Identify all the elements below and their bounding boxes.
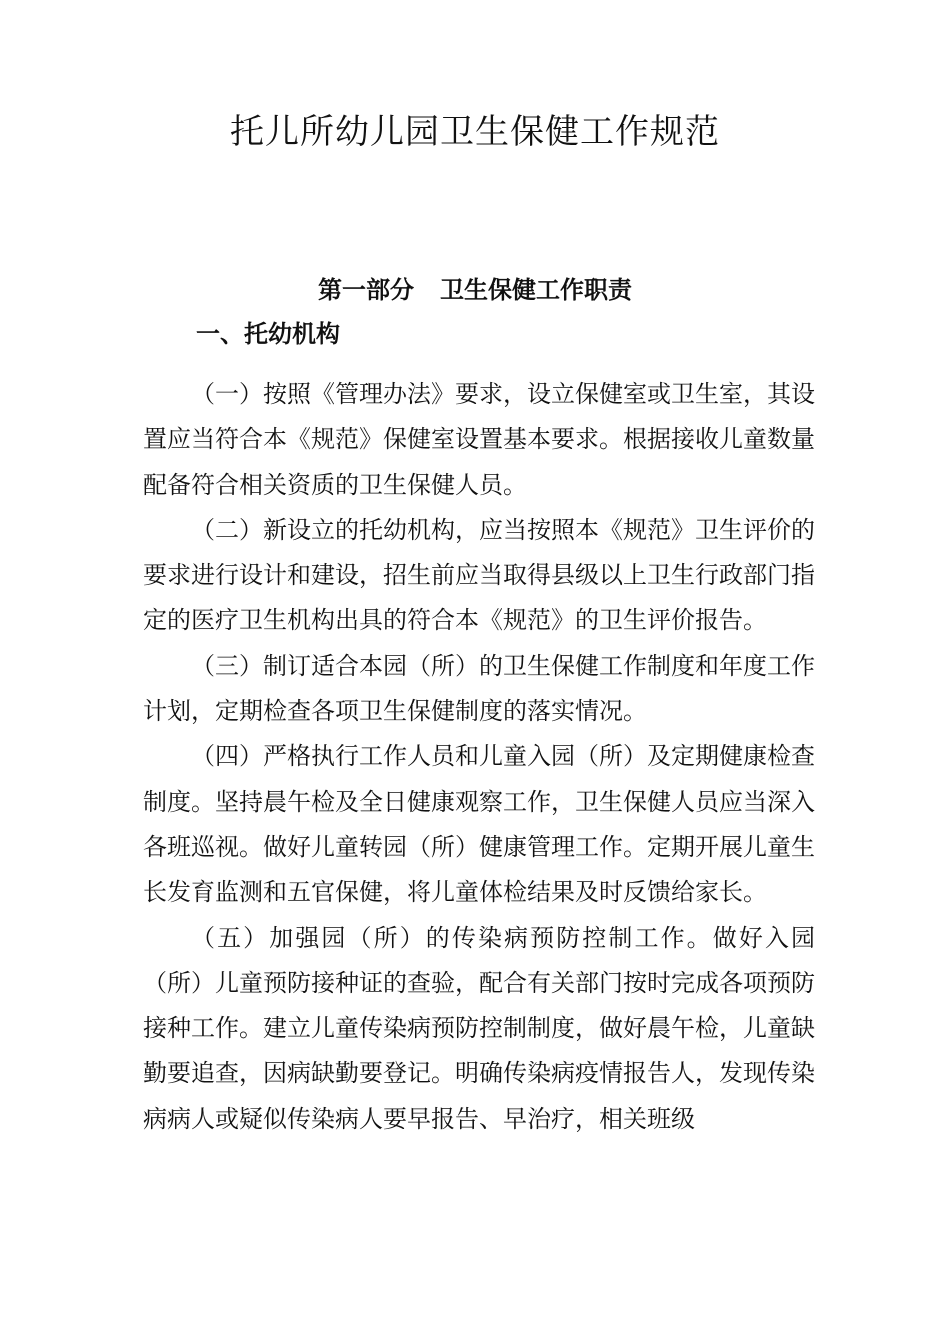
paragraph-4: （四）严格执行工作人员和儿童入园（所）及定期健康检查制度。坚持晨午检及全日健康观察工作，卫生保健人员应当深入各班巡视。做好儿童转园（所）健康管理工作。定期开展儿童生长发育监测和五官保健，将儿童体检结果及时反馈给家长。	[143, 742, 815, 907]
paragraph-2: （二）新设立的托幼机构，应当按照本《规范》卫生评价的要求进行设计和建设，招生前应当取得县级以上卫生行政部门指定的医疗卫生机构出具的符合本《规范》的卫生评价报告。	[143, 515, 815, 635]
paragraph-5: （五）加强园（所）的传染病预防控制工作。做好入园（所）儿童预防接种证的查验，配合有关部门按时完成各项预防接种工作。建立儿童传染病预防控制制度，做好晨午检，儿童缺勤要追查，因病缺勤要登记。明确传染病疫情报告人，发现传染病病人或疑似传染病人要早报告、早治疗，相关班级	[143, 923, 815, 1133]
part-label: 第一部分	[318, 276, 414, 304]
body-text	[143, 372, 815, 1142]
part-title: 卫生保健工作职责	[440, 276, 632, 304]
section-heading: 一、托幼机构	[196, 320, 340, 348]
document-title: 托儿所幼儿园卫生保健工作规范	[230, 112, 720, 152]
paragraph-1: （一）按照《管理办法》要求，设立保健室或卫生室，其设置应当符合本《规范》保健室设置基本要求。根据接收儿童数量配备符合相关资质的卫生保健人员。	[143, 380, 815, 499]
part-heading	[0, 272, 950, 308]
paragraph-3: （三）制订适合本园（所）的卫生保健工作制度和年度工作计划，定期检查各项卫生保健制度的落实情况。	[143, 651, 815, 726]
